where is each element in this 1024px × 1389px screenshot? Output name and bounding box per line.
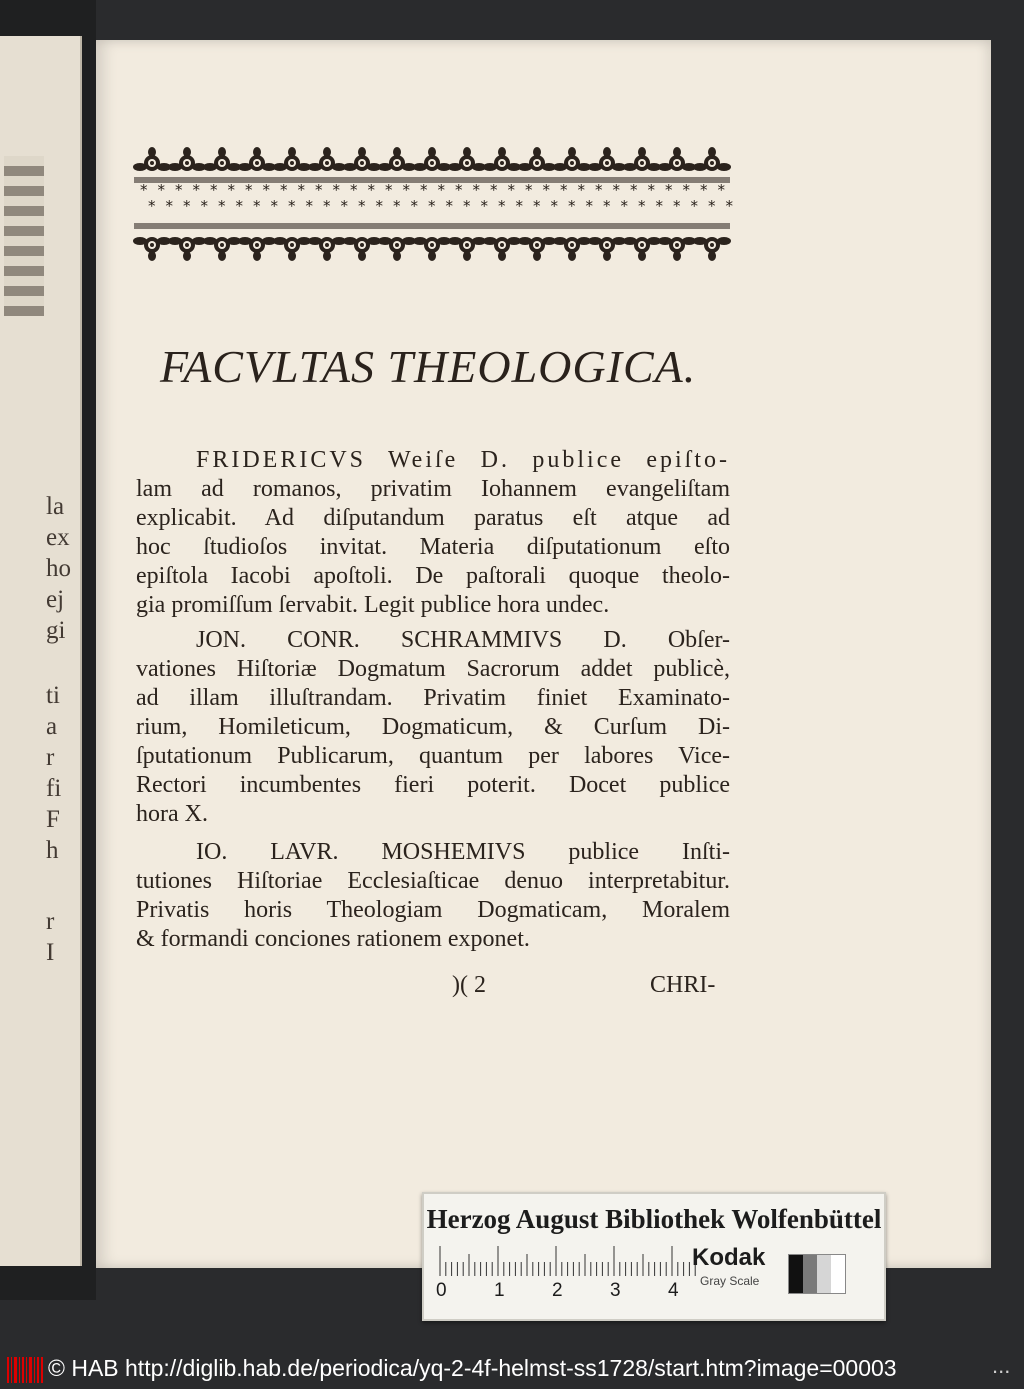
svg-text:*: * [455,181,463,199]
svg-text:*: * [288,197,296,215]
facing-page-letter: gi [46,617,66,644]
svg-text:*: * [595,181,603,199]
svg-text:*: * [647,181,655,199]
text-line: lam ad romanos, privatim Iohannem evangeliſtam [136,476,730,502]
svg-text:*: * [227,181,235,199]
facing-page-letter: la [46,493,65,520]
svg-text:*: * [568,197,576,215]
color-target-card [422,1192,886,1321]
more-options-icon[interactable]: ... [992,1353,1011,1378]
svg-text:*: * [375,197,383,215]
svg-text:*: * [708,197,716,215]
svg-text:*: * [560,181,568,199]
facing-page-letter: ti [46,682,60,709]
ruler-number: 0 [436,1280,447,1301]
text-line: JON. CONR. SCHRAMMIVS D. Obſer- [196,627,730,653]
gray-swatch [831,1255,845,1293]
gray-scale-label: Gray Scale [700,1274,760,1288]
svg-text:*: * [340,197,348,215]
library-name: Herzog August Bibliothek Wolfenbüttel [426,1204,882,1234]
ruler-numbers [432,1280,702,1306]
svg-text:*: * [577,181,585,199]
svg-text:*: * [665,181,673,199]
svg-text:*: * [410,197,418,215]
svg-text:*: * [445,197,453,215]
floral-ornament-band [134,141,733,269]
svg-text:*: * [218,197,226,215]
svg-text:*: * [140,181,148,199]
facing-page-letter: ej [46,586,65,613]
svg-text:*: * [507,181,515,199]
facing-page-letter: F [46,806,60,833]
svg-text:*: * [297,181,305,199]
svg-text:*: * [157,181,165,199]
svg-text:*: * [183,197,191,215]
ruler-number: 2 [552,1280,563,1301]
svg-text:*: * [673,197,681,215]
svg-text:*: * [210,181,218,199]
svg-text:*: * [323,197,331,215]
text-line: Privatis horis Theologiam Dogmaticam, Moralem [136,897,730,923]
svg-text:*: * [200,197,208,215]
text-line: hora X. [136,801,208,827]
gray-swatch [803,1255,817,1293]
text-line: & formandi conciones rationem exponet. [136,926,530,952]
facing-page-letter: ex [46,524,70,551]
text-line: Rectori incumbentes fieri poterit. Docet publice [136,772,730,798]
svg-text:*: * [550,197,558,215]
svg-text:*: * [165,197,173,215]
svg-text:*: * [603,197,611,215]
svg-text:*: * [525,181,533,199]
ruler-number: 1 [494,1280,505,1301]
facing-page-letter: r [46,908,55,935]
text-line: hoc ſtudioſos invitat. Materia diſputationum eſto [136,534,730,560]
svg-text:*: * [717,181,725,199]
svg-text:*: * [332,181,340,199]
facing-page-letter: ho [46,555,71,582]
section-heading: FACVLTAS THEOLOGICA. [160,341,697,392]
svg-text:*: * [542,181,550,199]
svg-text:*: * [358,197,366,215]
svg-text:*: * [515,197,523,215]
facing-page-text [46,491,80,968]
text-line: IO. LAVR. MOSHEMIVS publice Inſti- [196,839,730,865]
svg-text:*: * [262,181,270,199]
text-line: gia promiſſum ſervabit. Legit publice hora undec. [136,592,610,618]
svg-text:*: * [305,197,313,215]
svg-text:*: * [725,197,733,215]
text-line: FRIDERICVS Weiſe D. publice epiſto- [196,447,730,473]
facing-page-letter: r [46,744,55,771]
svg-text:*: * [533,197,541,215]
facing-page-letter: a [46,713,58,740]
svg-text:*: * [253,197,261,215]
svg-text:*: * [480,197,488,215]
svg-text:*: * [585,197,593,215]
svg-text:*: * [437,181,445,199]
svg-text:*: * [245,181,253,199]
text-line: ſputationum Publicarum, quantum per labores Vice- [136,743,730,769]
svg-text:*: * [367,181,375,199]
catchword: CHRI- [650,972,716,998]
credit-link[interactable]: © HAB http://diglib.hab.de/periodica/yq-2-4f-helmst-ss1728/start.htm?image=00003 [48,1355,897,1381]
credit-bar [0,1351,1024,1389]
svg-text:*: * [700,181,708,199]
svg-text:*: * [463,197,471,215]
gray-swatch [817,1255,831,1293]
ruler-number: 3 [610,1280,621,1301]
svg-text:*: * [472,181,480,199]
facing-page-ornament [4,156,44,316]
paragraph-moshemius [136,838,730,954]
svg-text:*: * [402,181,410,199]
svg-text:*: * [192,181,200,199]
gray-swatches [788,1254,846,1294]
svg-text:*: * [235,197,243,215]
svg-text:*: * [612,181,620,199]
text-line: tutiones Hiſtoriae Ecclesiaſticae denuo interpretabitur. [136,868,730,894]
svg-text:*: * [420,181,428,199]
svg-text:*: * [490,181,498,199]
facing-page-letter: h [46,837,59,864]
svg-text:*: * [148,197,156,215]
svg-text:*: * [498,197,506,215]
text-line: vationes Hiſtoriæ Dogmatum Sacrorum addet publicè, [136,656,730,682]
text-line: epiſtola Iacobi apoſtoli. De paſtorali quoque theolo- [136,563,730,589]
ruler-number: 4 [668,1280,679,1301]
facing-page-letter: I [46,939,55,966]
text-line: explicabit. Ad diſputandum paratus eſt atque ad [136,505,730,531]
svg-text:*: * [682,181,690,199]
ruler-scale [438,1244,696,1276]
signature-mark: )( 2 [452,972,486,998]
svg-text:*: * [655,197,663,215]
svg-text:*: * [428,197,436,215]
paragraph-schrammius [136,626,730,829]
facing-page-letter: fi [46,775,62,802]
text-line: ad illam illuſtrandam. Privatim finiet Examinato- [136,685,730,711]
svg-text:*: * [620,197,628,215]
svg-text:*: * [638,197,646,215]
barcode-icon [6,1355,46,1385]
svg-text:*: * [630,181,638,199]
svg-text:*: * [350,181,358,199]
facing-page [0,36,82,1266]
svg-text:*: * [690,197,698,215]
svg-text:*: * [385,181,393,199]
paragraph-weise [136,446,730,620]
svg-text:*: * [270,197,278,215]
text-line: rium, Homileticum, Dogmaticum, & Curſum Di- [136,714,730,740]
svg-text:*: * [175,181,183,199]
kodak-logo: Kodak [692,1244,766,1271]
gray-swatch [789,1255,803,1293]
svg-text:*: * [315,181,323,199]
svg-text:*: * [280,181,288,199]
svg-text:*: * [393,197,401,215]
